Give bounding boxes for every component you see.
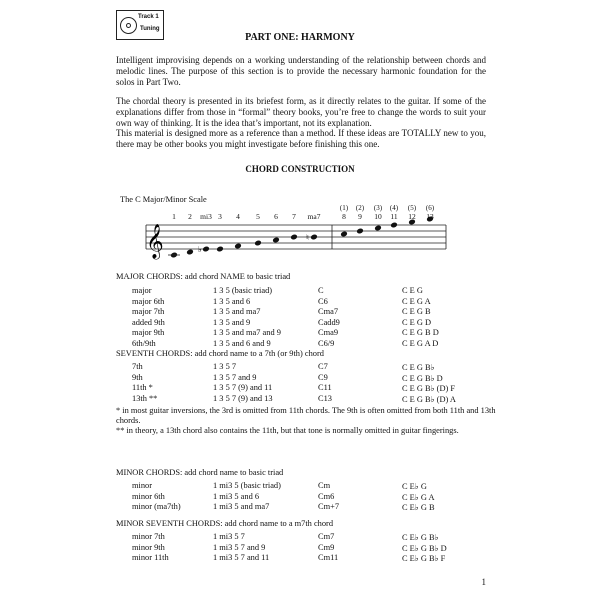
chord-row: [0, 297, 600, 307]
theory-paragraph: The chordal theory is presented in its briefest form, as it directly relates to the guitar. If some of the explanations differ from those in “formal” theory books, you’re free to change the words to suit your own way of thinking. It is the idea that’s important, not its explanation.: [116, 96, 486, 128]
chord-name: minor 7th: [132, 532, 165, 541]
chord-row: [0, 339, 600, 349]
scale-staff: [0, 205, 600, 265]
chord-notes: C E♭ G B♭ F: [402, 554, 446, 563]
chord-name: minor 11th: [132, 553, 169, 562]
scale-degree-label: 7: [292, 212, 296, 221]
scale-extension-label: (3): [373, 205, 383, 212]
chord-row: [0, 383, 600, 393]
scale-degree-label: 10: [374, 212, 382, 221]
minor-seventh-chords-header: MINOR SEVENTH CHORDS: add chord name to a m7th chord: [116, 519, 334, 528]
reference-paragraph: This material is designed more as a reference than a method. If these ideas are TOTALLY new to you, there may be other books you might investigate before finishing this one.: [116, 128, 486, 149]
chord-formula: 1 mi3 5 7: [213, 532, 245, 541]
scale-degree-label: 2: [188, 212, 192, 221]
chord-notes: C E♭ G B♭: [402, 533, 439, 542]
scale-degree-label: 5: [256, 212, 260, 221]
page-title: PART ONE: HARMONY: [245, 32, 355, 43]
chord-formula: 1 3 5 7 (9) and 11: [213, 383, 273, 392]
chord-formula: 1 3 5 and 6: [213, 296, 251, 306]
chord-symbol: Cm+7: [318, 502, 340, 511]
footnote-11th: * in most guitar inversions, the 3rd is omitted from 11th chords. The 9th is often omitted from both 11th and 13th chords.: [116, 406, 496, 425]
chord-row: [0, 502, 600, 512]
chord-row: [0, 307, 600, 317]
chord-notes: C E♭ G: [402, 482, 427, 491]
intro-paragraph: Intelligent improvising depends on a working understanding of the relationship between chords and melodic lines. The purpose of this section is to provide the necessary harmonic foundation for the solos in Part Two.: [116, 55, 486, 87]
chord-formula: 1 mi3 5 7 and 9: [213, 542, 266, 552]
chord-name: major: [132, 286, 152, 295]
chord-name: 7th: [132, 362, 143, 371]
chord-formula: 1 3 5 and ma7 and 9: [213, 328, 281, 337]
scale-degree-label: mi3: [200, 212, 212, 221]
chord-name: minor 6th: [132, 491, 165, 501]
scale-degrees: [172, 212, 434, 221]
scale-degree-label: ma7: [307, 212, 321, 221]
note-head: [310, 234, 318, 241]
scale-extension-numbers: [340, 205, 435, 212]
chord-name: 9th: [132, 372, 143, 382]
scale-degree-label: 8: [342, 212, 346, 221]
chord-name: minor 9th: [132, 542, 165, 552]
chord-formula: 1 3 5 and ma7: [213, 307, 261, 316]
scale-extension-label: (5): [407, 205, 417, 212]
chord-notes: C E G: [402, 286, 423, 295]
note-head: [356, 228, 364, 235]
chord-row: [0, 481, 600, 491]
note-head: [340, 231, 348, 238]
chord-notes: C E♭ G B♭ D: [402, 543, 447, 553]
track-sublabel: Tuning: [140, 26, 160, 32]
scale-extension-label: (2): [355, 205, 365, 212]
chord-notes: C E♭ G B: [402, 503, 435, 512]
scale-extension-label: (4): [389, 205, 399, 212]
note-head: [216, 246, 224, 253]
chord-symbol: Cadd9: [318, 317, 340, 327]
chord-notes: C E G B♭ (D) F: [402, 384, 456, 393]
chord-row: [0, 553, 600, 563]
chord-notes: C E G A D: [402, 338, 439, 348]
scale-degree-label: 13: [426, 212, 434, 221]
chord-name: major 9th: [132, 328, 165, 337]
chord-symbol: Cm7: [318, 532, 335, 541]
chord-notes: C E G B♭ (D) A: [402, 394, 456, 404]
chord-notes: C E G B: [402, 307, 431, 316]
chord-formula: 1 mi3 5 (basic triad): [213, 481, 281, 490]
note-head: [290, 234, 298, 241]
scale-degree-label: 12: [408, 212, 416, 221]
chord-row: [0, 543, 600, 553]
chord-notes: C E♭ G A: [402, 492, 435, 502]
chord-notes: C E G B♭: [402, 363, 435, 372]
chord-name: minor: [132, 481, 153, 490]
chord-symbol: C: [318, 286, 324, 295]
chord-name: 6th/9th: [132, 338, 156, 348]
chord-formula: 1 3 5 and 9: [213, 317, 251, 327]
chord-symbol: Cm6: [318, 491, 335, 501]
chord-formula: 1 mi3 5 7 and 11: [213, 553, 270, 562]
chord-formula: 1 3 5 and 6 and 9: [213, 338, 271, 348]
chord-notes: C E G A: [402, 296, 431, 306]
track-label: Track 1: [138, 14, 159, 20]
flat-icon: ♭: [198, 245, 202, 254]
scale-degree-label: 11: [390, 212, 398, 221]
chord-notes: C E G B♭ D: [402, 373, 443, 383]
chord-symbol: Cm11: [318, 553, 339, 562]
chord-row: [0, 394, 600, 404]
note-head: [390, 222, 398, 229]
footnote-13th: ** in theory, a 13th chord also contains the 11th, but that tone is normally omitted in guitar fingerings.: [116, 426, 459, 435]
scale-degree-label: 3: [218, 212, 222, 221]
scale-extension-label: (1): [339, 205, 349, 212]
note-head: [374, 225, 382, 232]
seventh-chords-header: SEVENTH CHORDS: add chord name to a 7th (or 9th) chord: [116, 349, 324, 358]
treble-clef-icon: 𝄞: [146, 224, 164, 259]
chord-formula: 1 mi3 5 and 6: [213, 491, 260, 501]
note-head: [234, 243, 242, 250]
chord-symbol: C6: [318, 296, 328, 306]
chord-symbol: C9: [318, 372, 328, 382]
note-head: [202, 246, 210, 253]
note-head: [254, 240, 262, 247]
chord-name: major 7th: [132, 307, 165, 316]
chord-row: [0, 492, 600, 502]
chord-formula: 1 3 5 7: [213, 362, 237, 371]
scale-degree-label: 6: [274, 212, 278, 221]
chord-row: [0, 362, 600, 372]
chord-name: 13th **: [132, 393, 158, 403]
chord-formula: 1 3 5 7 (9) and 13: [213, 393, 273, 403]
chord-symbol: C11: [318, 383, 332, 392]
chord-row: [0, 286, 600, 296]
chord-formula: 1 3 5 7 and 9: [213, 372, 257, 382]
chord-symbol: Cm: [318, 481, 331, 490]
scale-degree-label: 9: [358, 212, 362, 221]
chord-name: added 9th: [132, 317, 165, 327]
minor-chords-header: MINOR CHORDS: add chord name to basic triad: [116, 468, 284, 477]
chord-symbol: C7: [318, 362, 328, 371]
page-number: 1: [481, 577, 486, 587]
scale-label: The C Major/Minor Scale: [120, 195, 207, 204]
chord-name: major 6th: [132, 296, 165, 306]
note-head: [186, 249, 194, 256]
chord-symbol: Cm9: [318, 542, 335, 552]
chord-formula: 1 3 5 (basic triad): [213, 286, 273, 295]
chord-symbol: Cma7: [318, 307, 339, 316]
chord-formula: 1 mi3 5 and ma7: [213, 502, 270, 511]
chord-notes: C E G D: [402, 317, 432, 327]
scale-extension-label: (6): [425, 205, 435, 212]
chord-row: [0, 373, 600, 383]
chord-row: [0, 318, 600, 328]
note-head: [272, 237, 280, 244]
chord-row: [0, 328, 600, 338]
chord-name: 11th *: [132, 383, 153, 392]
chord-symbol: C13: [318, 393, 332, 403]
chord-name: minor (ma7th): [132, 502, 181, 511]
chord-row: [0, 532, 600, 542]
section-title: CHORD CONSTRUCTION: [245, 164, 355, 174]
scale-degree-label: 4: [236, 212, 240, 221]
chord-symbol: Cma9: [318, 328, 339, 337]
scale-degree-label: 1: [172, 212, 176, 221]
major-chords-header: MAJOR CHORDS: add chord NAME to basic triad: [116, 272, 291, 281]
chord-notes: C E G B D: [402, 328, 439, 337]
chord-symbol: C6/9: [318, 338, 335, 348]
natural-icon: ♮: [306, 233, 309, 242]
